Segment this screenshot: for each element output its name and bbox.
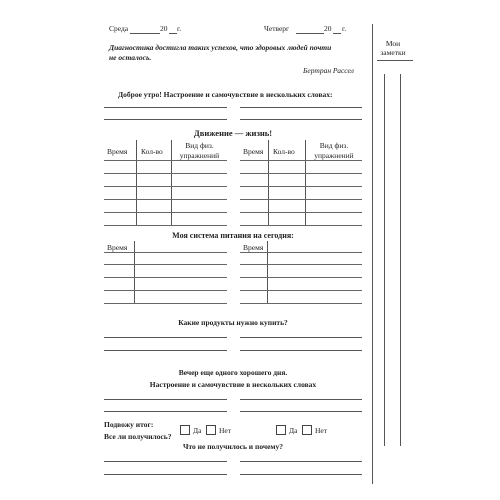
nutrition-row-line[interactable] (104, 303, 227, 304)
nutrition-row-line[interactable] (104, 252, 227, 253)
movement-row-line[interactable] (240, 199, 362, 200)
failed-heading: Что не получилось и почему? (182, 442, 284, 451)
nutrition-col-time: Время (243, 243, 264, 252)
morning-line[interactable] (240, 107, 362, 108)
right-g: г. (342, 24, 347, 33)
no-label: Нет (219, 426, 232, 435)
yes-label: Да (289, 426, 298, 435)
movement-row-line[interactable] (104, 186, 227, 187)
evening-line[interactable] (104, 399, 227, 400)
morning-heading: Доброе утро! Настроение и самочувствие в нескольких словах: (118, 90, 333, 99)
left-year-line[interactable] (169, 33, 177, 34)
movement-col-count: Кол-во (273, 147, 295, 156)
evening-line[interactable] (240, 399, 362, 400)
right-day-label: Четверг (264, 24, 290, 33)
shopping-line[interactable] (104, 350, 227, 351)
movement-col-type-1: Вид физ. (319, 141, 349, 150)
right-date-line[interactable] (296, 33, 324, 34)
no-checkbox[interactable] (302, 425, 312, 435)
morning-line[interactable] (240, 119, 362, 120)
movement-row-line[interactable] (240, 225, 362, 226)
quote-author: Бертран Рассел (303, 66, 354, 75)
nutrition-col-divider (134, 241, 135, 303)
right-year-prefix: 20 (324, 24, 332, 33)
shopping-line[interactable] (240, 337, 362, 338)
movement-row-line[interactable] (104, 173, 227, 174)
right-year-line[interactable] (333, 33, 341, 34)
movement-col-type-2: упражнений (314, 151, 354, 160)
notes-column-line-2[interactable] (400, 74, 401, 446)
movement-row-line[interactable] (240, 186, 362, 187)
morning-line[interactable] (104, 119, 227, 120)
left-g: г. (177, 24, 182, 33)
sidebar-title-2: заметки (380, 48, 406, 57)
morning-line[interactable] (104, 107, 227, 108)
failed-line[interactable] (104, 474, 227, 475)
nutrition-col-divider (267, 241, 268, 303)
movement-col-type-2: упражнений (179, 151, 220, 160)
notes-column-line-1[interactable] (384, 74, 385, 446)
quote-line-2: не осталось. (109, 53, 152, 62)
evening-line[interactable] (240, 411, 362, 412)
summary-label-2: Все ли получилось? (104, 432, 172, 441)
movement-col-type-1: Вид физ. (185, 141, 214, 150)
yes-label: Да (193, 426, 202, 435)
nutrition-heading: Моя система питания на сегодня: (172, 231, 294, 240)
nutrition-row-line[interactable] (240, 264, 362, 265)
nutrition-row-line[interactable] (240, 277, 362, 278)
movement-row-line[interactable] (104, 212, 227, 213)
movement-row-line[interactable] (104, 160, 227, 161)
no-label: Нет (315, 426, 328, 435)
summary-label-1: Подвожу итог: (104, 420, 154, 429)
yes-checkbox[interactable] (180, 425, 190, 435)
sidebar-title-underline (377, 60, 413, 61)
movement-col-count: Кол-во (141, 147, 163, 156)
left-year-prefix: 20 (160, 24, 168, 33)
sidebar-title-1: Мои (385, 39, 401, 48)
nutrition-row-line[interactable] (104, 290, 227, 291)
shopping-line[interactable] (240, 350, 362, 351)
sidebar-divider (372, 24, 373, 484)
no-checkbox[interactable] (206, 425, 216, 435)
left-day-label: Среда (109, 24, 129, 33)
movement-row-line[interactable] (104, 225, 227, 226)
nutrition-row-line[interactable] (104, 264, 227, 265)
nutrition-row-line[interactable] (104, 277, 227, 278)
evening-heading-1: Вечер еще одного хорошего дня. (178, 368, 288, 377)
movement-col-time: Время (243, 147, 264, 156)
movement-row-line[interactable] (240, 173, 362, 174)
evening-heading-2: Настроение и самочувствие в нескольких словах (149, 380, 317, 389)
movement-row-line[interactable] (240, 160, 362, 161)
nutrition-row-line[interactable] (240, 290, 362, 291)
failed-line[interactable] (104, 461, 227, 462)
yes-checkbox[interactable] (276, 425, 286, 435)
movement-row-line[interactable] (240, 212, 362, 213)
failed-line[interactable] (240, 474, 362, 475)
shopping-line[interactable] (104, 337, 227, 338)
shopping-heading: Какие продукты нужно купить? (178, 318, 288, 327)
nutrition-row-line[interactable] (240, 252, 362, 253)
movement-row-line[interactable] (104, 199, 227, 200)
evening-line[interactable] (104, 411, 227, 412)
left-date-line[interactable] (130, 33, 160, 34)
nutrition-col-time: Время (107, 243, 128, 252)
movement-heading: Движение — жизнь! (193, 128, 273, 138)
failed-line[interactable] (240, 461, 362, 462)
nutrition-row-line[interactable] (240, 303, 362, 304)
quote-line-1: Диагностика достигла таких успехов, что здоровых людей почти (109, 43, 332, 52)
movement-col-time: Время (107, 147, 128, 156)
